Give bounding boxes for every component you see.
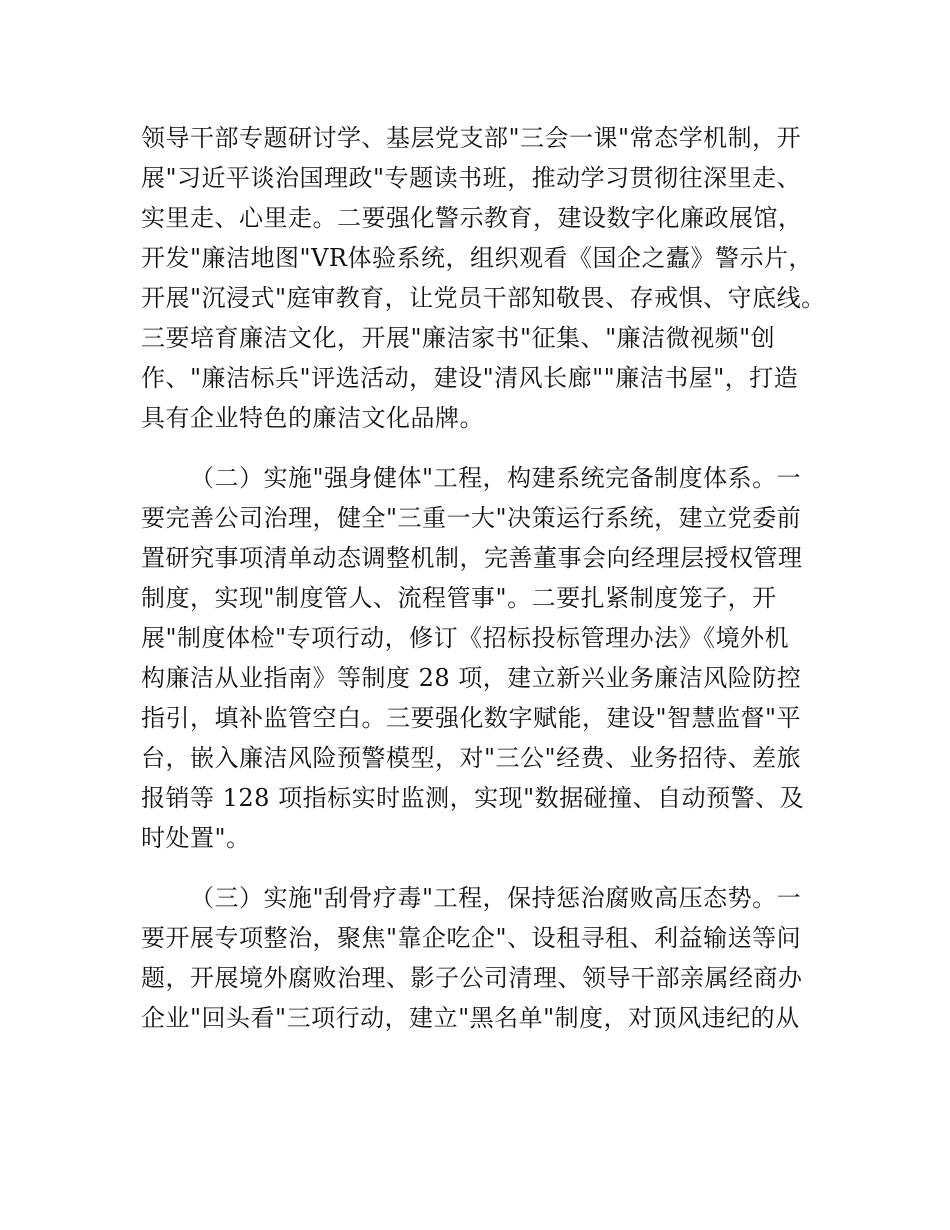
paragraph-line: 开展"沉浸式"庭审教育，让党员干部知敬畏、存戒惧、守底线。: [141, 284, 826, 312]
paragraph-line: 作、"廉洁标兵"评选活动，建设"清风长廊""廉洁书屋"，打造: [141, 364, 799, 392]
paragraph-line: 三要培育廉洁文化，开展"廉洁家书"征集、"廉洁微视频"创: [141, 324, 776, 352]
section-heading-3: （三）实施"刮骨疗毒"工程，保持惩治腐败高压态势。一: [190, 884, 802, 912]
paragraph-line: 展"习近平谈治国理政"专题读书班，推动学习贯彻往深里走、: [141, 164, 802, 192]
paragraph-line: 制度，实现"制度管人、流程管事"。二要扎紧制度笼子，开: [141, 584, 777, 612]
paragraph-line: 企业"回头看"三项行动，建立"黑名单"制度，对顶风违纪的从: [141, 1004, 800, 1032]
paragraph-line: 置研究事项清单动态调整机制，完善董事会向经理层授权管理: [141, 544, 803, 572]
paragraph-line: 题，开展境外腐败治理、影子公司清理、领导干部亲属经商办: [141, 964, 803, 992]
paragraph-line: 要完善公司治理，健全"三重一大"决策运行系统，建立党委前: [141, 504, 802, 532]
paragraph-line: 要开展专项整治，聚焦"靠企吃企"、设租寻租、利益输送等问: [141, 924, 802, 952]
paragraph-line: 报销等 128 项指标实时监测，实现"数据碰撞、自动预警、及: [141, 784, 805, 812]
paragraph-line: 开发"廉洁地图"VR体验系统，组织观看《国企之蠹》警示片，: [141, 244, 813, 272]
paragraph-line: 领导干部专题研讨学、基层党支部"三会一课"常态学机制，开: [141, 124, 802, 152]
paragraph-line: 展"制度体检"专项行动，修订《招标投标管理办法》《境外机: [141, 624, 790, 652]
paragraph-line: 实里走、心里走。二要强化警示教育，建设数字化廉政展馆，: [141, 204, 803, 232]
paragraph-line: 时处置"。: [141, 824, 251, 852]
paragraph-line: 具有企业特色的廉洁文化品牌。: [141, 404, 484, 432]
section-heading-2: （二）实施"强身健体"工程，构建系统完备制度体系。一: [190, 464, 802, 492]
paragraph-line: 构廉洁从业指南》等制度 28 项，建立新兴业务廉洁风险防控: [141, 664, 802, 692]
paragraph-line: 指引，填补监管空白。三要强化数字赋能，建设"智慧监督"平: [141, 704, 802, 732]
paragraph-line: 台，嵌入廉洁风险预警模型，对"三公"经费、业务招待、差旅: [141, 744, 802, 772]
